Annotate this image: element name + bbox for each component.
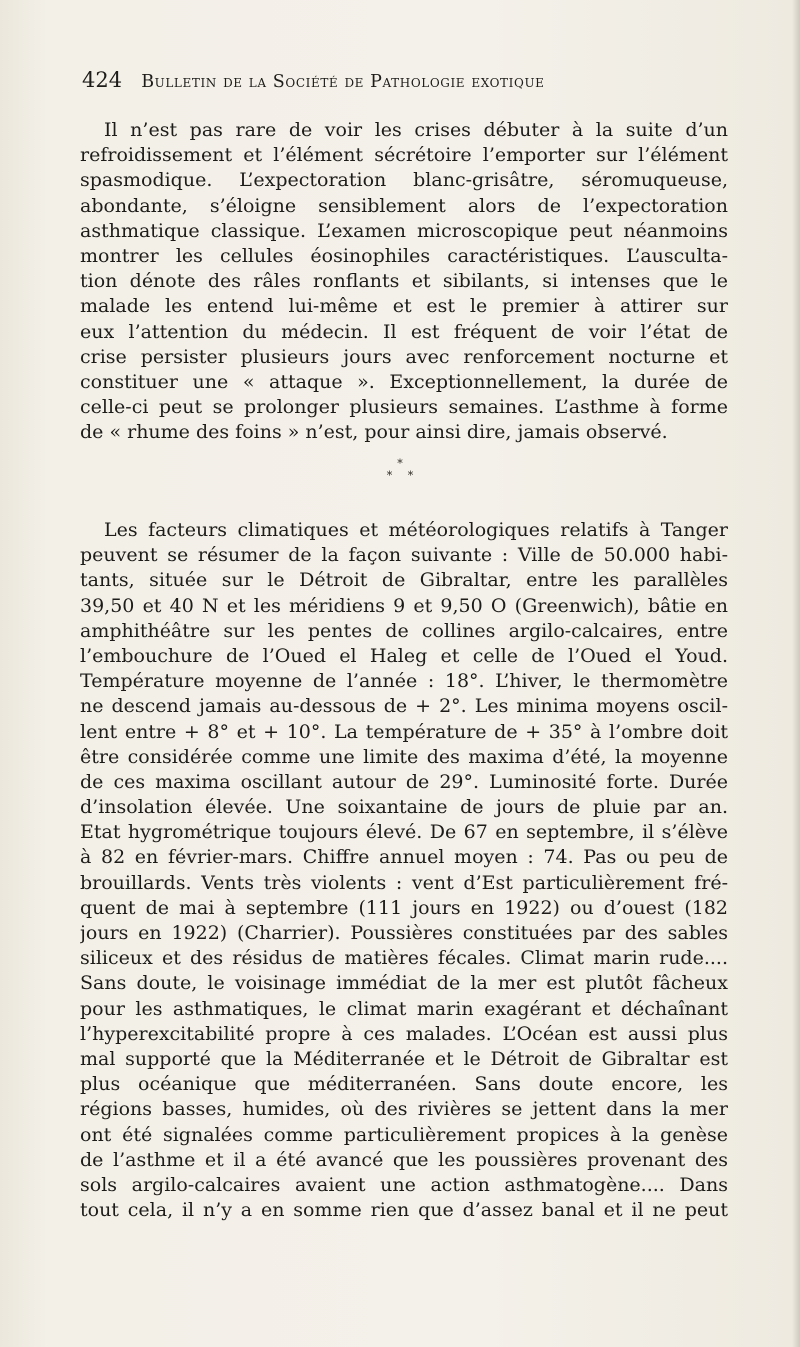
text-line: Les facteurs climatiques et météorologiques relatifs à Tanger <box>104 519 728 541</box>
page-edge-shadow <box>792 0 800 1347</box>
running-head <box>82 68 722 100</box>
journal-title: Bulletin de la Société de Pathologie exotique <box>141 72 545 92</box>
text-line: tants, située sur le Détroit de Gibraltar, entre les parallèles <box>80 569 728 592</box>
text-line: ont été signalées comme particulièrement propices à la genèse <box>80 1123 728 1146</box>
page-number: 424 <box>82 68 123 92</box>
text-line: eux l’attention du médecin. Il est fréquent de voir l’état de <box>80 320 728 343</box>
text-line: ne descend jamais au-dessous de + 2°. Les minima moyens oscil- <box>80 695 728 718</box>
text-line: plus océanique que méditerranéen. Sans doute encore, les <box>80 1073 728 1096</box>
paragraph-1 <box>80 118 728 445</box>
text-line: tion dénote des râles ronflants et sibilants, si intenses que le <box>80 270 728 293</box>
text-line: constituer une « attaque ». Exceptionnellement, la durée de <box>80 370 728 393</box>
text-line: régions basses, humides, où des rivières se jettent dans la mer <box>80 1098 728 1121</box>
text-line: brouillards. Vents très violents : vent d’Est particulièrement fré- <box>80 871 728 894</box>
text-line: de l’asthme et il a été avancé que les poussières provenant des <box>80 1148 728 1171</box>
text-line: siliceux et des résidus de matières fécales. Climat marin rude.... <box>80 947 728 970</box>
text-line: 39,50 et 40 N et les méridiens 9 et 9,50 O (Greenwich), bâtie en <box>80 594 728 617</box>
text-line: Température moyenne de l’année : 18°. L’hiver, le thermomètre <box>80 670 728 693</box>
text-line: jours en 1922) (Charrier). Poussières constituées par des sables <box>80 922 728 944</box>
paragraph-2 <box>80 518 728 1223</box>
text-line: sols argilo-calcaires avaient une action asthmatogène.... Dans <box>80 1173 728 1196</box>
text-line: quent de mai à septembre (111 jours en 1922) ou d’ouest (182 <box>80 896 728 919</box>
text-line: Etat hygrométrique toujours élevé. De 67 en septembre, il s’élève <box>80 821 728 844</box>
text-line: montrer les cellules éosinophiles caractéristiques. L’ausculta- <box>80 244 728 267</box>
asterism-bottom: * * <box>386 469 420 482</box>
text-line: amphithéâtre sur les pentes de collines argilo-calcaires, entre <box>80 619 728 642</box>
text-line: d’insolation élevée. Une soixantaine de jours de pluie par an. <box>80 796 728 819</box>
text-line: Il n’est pas rare de voir les crises débuter à la suite d’un <box>104 119 728 141</box>
text-line: lent entre + 8° et + 10°. La température de + 35° à l’ombre doit <box>80 720 728 743</box>
text-line: abondante, s’éloigne sensiblement alors de l’expectoration <box>80 194 728 217</box>
text-line: celle-ci peut se prolonger plusieurs semaines. L’asthme à forme <box>80 396 728 419</box>
text-line: malade les entend lui-même et est le premier à attirer sur <box>80 295 728 318</box>
text-line: Sans doute, le voisinage immédiat de la mer est plutôt fâcheux <box>80 972 728 995</box>
text-line: être considérée comme une limite des maxima d’été, la moyenne <box>80 745 728 768</box>
text-line: refroidissement et l’élément sécrétoire l’emporter sur l’élément <box>80 144 728 167</box>
text-line: l’hyperexcitabilité propre à ces malades. L’Océan est aussi plus <box>80 1022 728 1045</box>
text-line: asthmatique classique. L’examen microscopique peut néanmoins <box>80 219 728 242</box>
text-line: spasmodique. L’expectoration blanc-grisâtre, séromuqueuse, <box>80 169 728 192</box>
section-asterism <box>370 458 430 498</box>
text-line: à 82 en février-mars. Chiffre annuel moyen : 74. Pas ou peu de <box>80 846 728 869</box>
asterism-top: * <box>397 457 403 470</box>
text-line: de ces maxima oscillant autour de 29°. Luminosité forte. Durée <box>80 770 728 793</box>
text-line: de « rhume des foins » n’est, pour ainsi dire, jamais observé. <box>80 421 668 444</box>
text-line: peuvent se résumer de la façon suivante : Ville de 50.000 habi- <box>80 544 728 567</box>
text-line: mal supporté que la Méditerranée et le Détroit de Gibraltar est <box>80 1047 728 1070</box>
text-line: tout cela, il n’y a en somme rien que d’assez banal et il ne peut <box>80 1199 728 1222</box>
text-line: crise persister plusieurs jours avec renforcement nocturne et <box>80 345 728 368</box>
text-line: pour les asthmatiques, le climat marin exagérant et déchaînant <box>80 997 728 1020</box>
text-line: l’embouchure de l’Oued el Haleg et celle de l’Oued el Youd. <box>80 644 728 667</box>
